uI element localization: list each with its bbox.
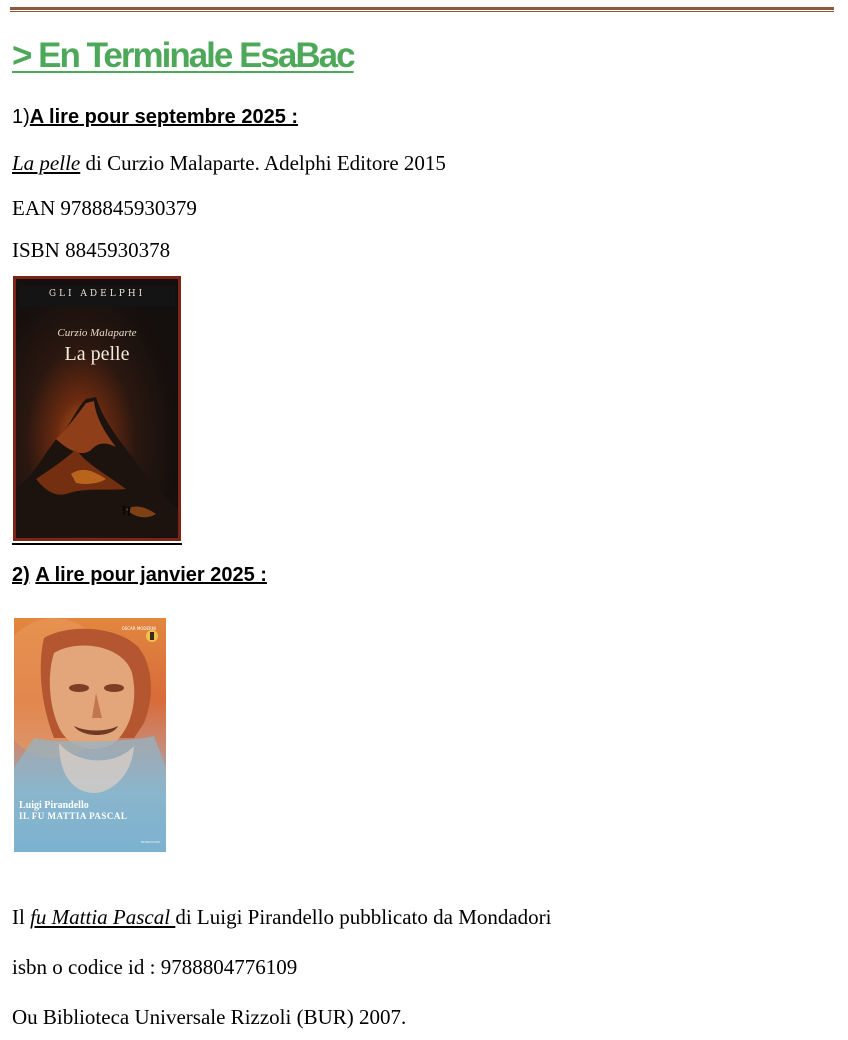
book-2-cover bbox=[14, 618, 166, 852]
book-1-cover bbox=[13, 276, 181, 541]
cover-2-title: IL FU MATTIA PASCAL bbox=[19, 811, 128, 821]
book-2-details: di Luigi Pirandello pubblicato da Mondadori bbox=[175, 905, 552, 929]
cover-series-band bbox=[19, 285, 175, 307]
cover-2-author: Luigi Pirandello bbox=[19, 800, 89, 811]
book-2-prefix: Il bbox=[12, 905, 31, 929]
book-1-isbn: ISBN 8845930378 bbox=[12, 238, 171, 262]
cover-series-label: GLI ADELPHI bbox=[48, 289, 146, 299]
section-2-number: 2) bbox=[12, 564, 30, 586]
book-2-alt-edition: Ou Biblioteca Universale Rizzoli (BUR) 2007. bbox=[12, 1005, 407, 1029]
section-2-heading bbox=[12, 564, 267, 587]
book-2-isbn: isbn o codice id : 9788804776109 bbox=[12, 955, 298, 979]
cover-title: La pelle bbox=[64, 343, 130, 365]
cover-underline bbox=[12, 543, 182, 545]
section-2-title: A lire pour janvier 2025 : bbox=[35, 564, 267, 586]
section-1-number: 1) bbox=[12, 106, 30, 128]
book-2-title: fu Mattia Pascal bbox=[30, 905, 176, 929]
book-2-line bbox=[12, 905, 552, 930]
book-1-ean: EAN 9788845930379 bbox=[12, 196, 197, 220]
book-1-line bbox=[12, 151, 446, 176]
book-1-title: La pelle bbox=[12, 151, 81, 175]
cover-2-publisher: MONDADORI bbox=[140, 840, 160, 844]
top-rule bbox=[10, 7, 834, 12]
volcano-illustration bbox=[16, 379, 178, 537]
cover-badge: OSCAR MODERNI bbox=[121, 626, 156, 631]
cover-author: Curzio Malaparte bbox=[57, 327, 137, 339]
page-heading: > En Terminale EsaBac bbox=[12, 36, 354, 75]
book-1-details: di Curzio Malaparte. Adelphi Editore 2015 bbox=[80, 151, 446, 175]
section-1-title: A lire pour septembre 2025 : bbox=[29, 106, 299, 128]
section-1-heading bbox=[12, 106, 298, 129]
